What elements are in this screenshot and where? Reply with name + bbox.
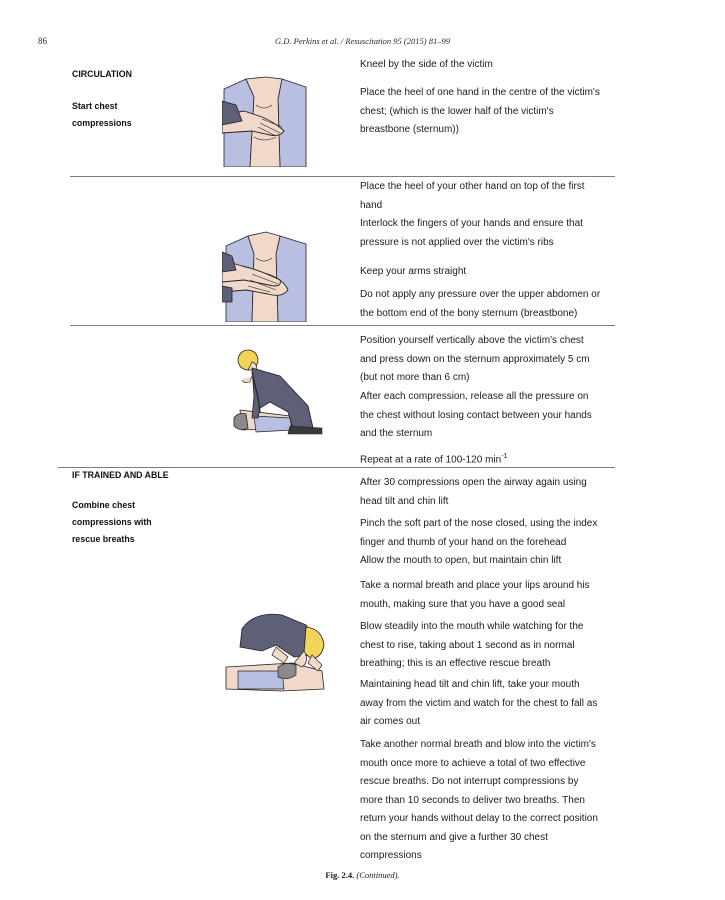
text-line: Take a normal breath and place your lips around his [360,580,590,591]
rate-text: Repeat at a rate of 100-120 min [360,454,502,466]
text-line: After each compression, release all the pressure on [360,391,589,402]
text-line: the bottom end of the bony sternum (breastbone) [360,307,578,319]
instruction-paragraph [360,474,625,511]
sub-label-start-compressions [72,98,132,132]
label-line: compressions with [72,517,152,527]
rate-superscript: -1 [501,453,508,460]
text-line: and press down on the sternum approximately 5 cm [360,353,590,365]
text-line: Blow steadily into the mouth while watching for the [360,621,584,632]
instruction-paragraph [360,286,625,323]
caption-note: (Continued). [356,870,400,880]
row-divider [70,325,615,326]
figure-caption [0,870,725,880]
instruction-paragraph [360,332,625,388]
text-line: head tilt and chin lift [360,495,449,507]
text-line: return your hands without delay to the correct position [360,813,598,824]
rescue-breath-illustration [222,605,334,697]
text-line: Kneel by the side of the victim [360,59,493,70]
text-line: rescue breaths. Do not interrupt compressions by [360,776,579,787]
text-line: breastbone (sternum)) [360,124,459,135]
chest-compression-rescuer-illustration [230,342,330,442]
text-line: air comes out [360,716,421,727]
text-line: (but not more than 6 cm) [360,372,470,383]
text-line: on the sternum and give a further 30 chest [360,831,548,843]
section-heading-circulation: CIRCULATION [72,69,132,79]
text-line: breathing; this is an effective rescue breath [360,658,551,669]
interlocked-hands-illustration [222,230,307,322]
text-line: mouth, making sure that you have a good seal [360,598,566,610]
instruction-paragraph [360,388,625,444]
instruction-paragraph [360,577,625,614]
instruction-paragraph [360,178,625,215]
sub-label-combine [72,497,152,548]
instruction-paragraph [360,84,625,140]
instruction-paragraph [360,618,625,674]
label-line: Combine chest [72,500,136,510]
text-line: chest; (which is the lower half of the victim's [360,105,554,117]
running-head: G.D. Perkins et al. / Resuscitation 95 (2015) 81–99 [275,36,450,46]
text-line: and the sternum [360,428,433,439]
text-line: chest to rise, taking about 1 second as in normal [360,639,575,651]
instruction-paragraph [360,676,625,732]
instruction-paragraph [360,56,625,75]
section-heading-trained: IF TRAINED AND ABLE [72,470,169,480]
text-line: Position yourself vertically above the victim's chest [360,335,584,346]
text-line: Place the heel of one hand in the centre of the victim's [360,87,600,98]
instruction-paragraph [360,736,625,866]
label-line: compressions [72,118,132,128]
text-line: Do not apply any pressure over the upper abdomen or [360,289,601,300]
text-line: Pinch the soft part of the nose closed, using the index [360,518,598,529]
text-line: Allow the mouth to open, but maintain chin lift [360,555,562,566]
text-line: more than 10 seconds to deliver two breaths. Then [360,794,585,806]
instruction-paragraph [360,515,625,552]
text-line: pressure is not applied over the victim's ribs [360,236,554,248]
text-line: Keep your arms straight [360,266,467,277]
instruction-paragraph [360,552,625,571]
text-line: Place the heel of your other hand on top of the first [360,181,585,192]
label-line: Start chest [72,101,118,111]
hand-on-chest-illustration [222,75,307,167]
text-line: After 30 compressions open the airway again using [360,477,587,488]
text-line: finger and thumb of your hand on the forehead [360,536,567,548]
row-divider [58,467,615,468]
row-divider [70,176,615,177]
text-line: mouth once more to achieve a total of two effective [360,757,586,769]
instruction-paragraph [360,263,625,282]
text-line: compressions [360,850,422,861]
text-line: Maintaining head tilt and chin lift, take your mouth [360,679,580,690]
page-number: 86 [38,36,47,46]
text-line: hand [360,199,383,211]
text-line: Take another normal breath and blow into the victim's [360,739,596,750]
text-line: away from the victim and watch for the chest to fall as [360,697,598,709]
label-line: rescue breaths [72,534,135,544]
caption-label: Fig. 2.4. [325,870,355,880]
text-line: the chest without losing contact between your hands [360,409,592,421]
text-line: Interlock the fingers of your hands and ensure that [360,218,583,229]
instruction-paragraph [360,215,625,252]
